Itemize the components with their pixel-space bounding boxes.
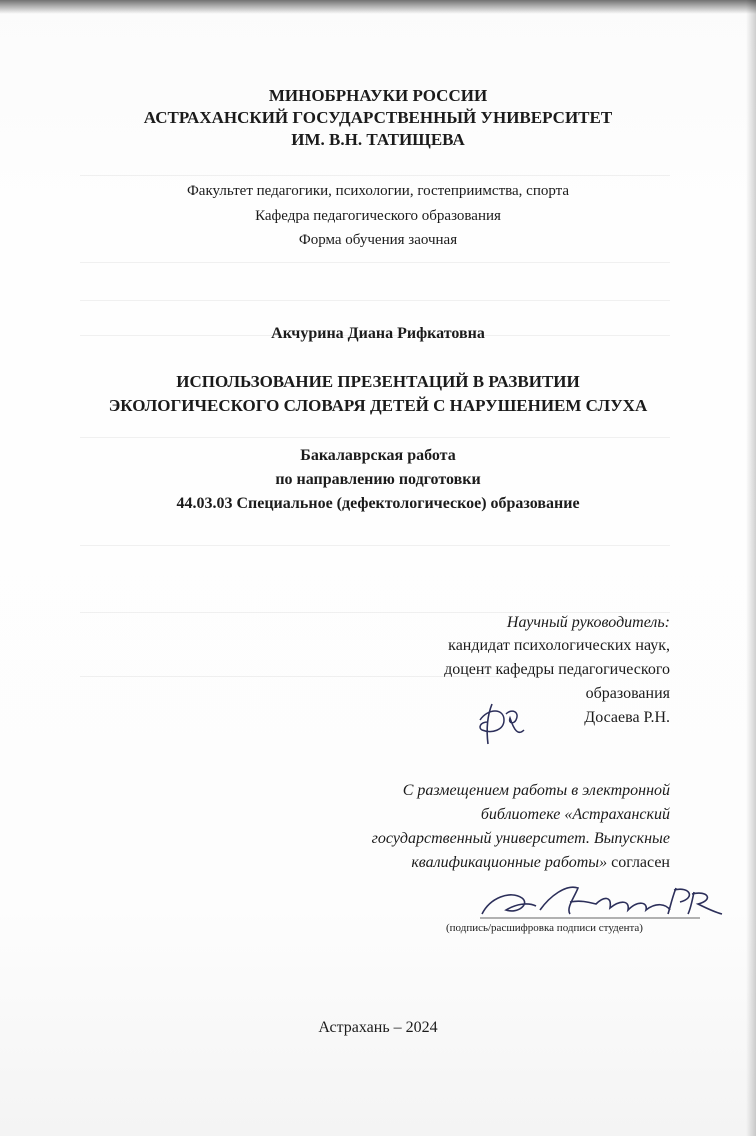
consent-line-4-italic: квалификационные работы» [411,854,608,871]
signature-caption: (подпись/расшифровка подписи студента) [446,922,643,934]
bleed-through-line [80,175,670,176]
consent-line-3: государственный университет. Выпускные [371,830,670,847]
scan-shadow-top [0,0,756,14]
bleed-through-line [80,262,670,263]
ministry-heading: МИНОБРНАУКИ РОССИИ [268,86,488,105]
author-name: Акчурина Диана Рифкатовна [271,325,485,342]
bleed-through-line [80,676,500,677]
consent-line-4 [411,852,670,874]
direction-code: 44.03.03 Специальное (дефектологическое) образование [176,495,580,512]
supervisor-name: Досаева Р.Н. [584,709,670,726]
department-line: Кафедра педагогического образования [255,208,501,224]
thesis-title-line-2: ЭКОЛОГИЧЕСКОГО СЛОВАРЯ ДЕТЕЙ С НАРУШЕНИЕМ СЛУХА [108,396,648,415]
supervisor-position: доцент кафедры педагогического [444,661,670,678]
supervisor-label: Научный руководитель: [506,614,670,631]
bleed-through-line [80,300,670,301]
university-name-heading: ИМ. В.Н. ТАТИЩЕВА [291,130,465,149]
bleed-through-line [80,437,670,438]
bleed-through-line [80,545,670,546]
consent-line-1: С размещением работы в электронной [402,782,670,799]
supervisor-position-cont: образования [585,685,670,702]
supervisor-signature [474,700,534,748]
work-type: Бакалаврская работа [300,447,456,464]
consent-line-4-plain: согласен [607,854,670,871]
study-form-line: Форма обучения заочная [298,232,458,248]
scan-shadow-right [746,0,756,1136]
thesis-title-line-1: ИСПОЛЬЗОВАНИЕ ПРЕЗЕНТАЦИЙ В РАЗВИТИИ [176,372,580,391]
supervisor-degree: кандидат психологических наук, [448,637,670,654]
direction-prefix: по направлению подготовки [275,471,481,488]
city-year: Астрахань – 2024 [318,1019,438,1036]
faculty-line: Факультет педагогики, психологии, гостеприимства, спорта [186,183,570,199]
university-heading: АСТРАХАНСКИЙ ГОСУДАРСТВЕННЫЙ УНИВЕРСИТЕТ [143,108,613,127]
consent-line-2: библиотеке «Астраханский [480,806,670,823]
